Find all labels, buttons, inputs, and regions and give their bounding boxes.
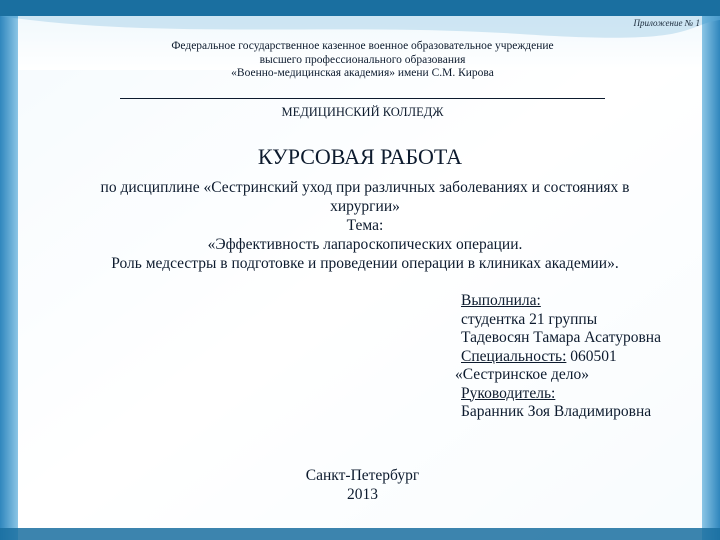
specialty-label: Специальность: — [461, 347, 567, 365]
city: Санкт-Петербург — [305, 467, 420, 484]
performed-label: Выполнила: — [461, 292, 541, 309]
footer-block — [260, 466, 465, 504]
student-name: Тадевосян Тамара Асатуровна — [461, 329, 661, 346]
theme-line-2: Роль медсестры в подготовке и проведении операции в клиниках академии». — [111, 255, 619, 272]
author-block — [455, 292, 715, 422]
institution-line-2: высшего профессионального образования — [259, 53, 466, 66]
institution-line-3: «Военно-медицинская академия» имени С.М. Кирова — [231, 67, 494, 79]
specialty-row — [455, 348, 715, 367]
student-group: студентка 21 группы — [461, 310, 598, 328]
theme-label: Тема: — [346, 217, 384, 234]
divider-line — [120, 98, 605, 99]
specialty-name: «Сестринское дело» — [455, 366, 590, 383]
college-name: МЕДИЦИНСКИЙ КОЛЛЕДЖ — [281, 105, 444, 119]
institution-line-1: Федеральное государственное казенное военное образовательное учреждение — [171, 40, 554, 52]
specialty-code: 060501 — [566, 347, 617, 365]
subject-line-2: хирургии» — [330, 198, 400, 215]
supervisor-name: Баранник Зоя Владимировна — [461, 403, 652, 420]
year: 2013 — [347, 486, 378, 503]
document-type-heading: КУРСОВАЯ РАБОТА — [257, 144, 463, 169]
subject-block — [40, 178, 690, 273]
theme-line-1: «Эффективность лапароскопических операции. — [207, 236, 523, 253]
institution-name — [120, 40, 605, 81]
supervisor-label: Руководитель: — [461, 384, 556, 402]
appendix-label: Приложение № 1 — [633, 18, 700, 28]
subject-line-1: по дисциплине «Сестринский уход при различных заболеваниях и состояниях в — [100, 179, 630, 196]
